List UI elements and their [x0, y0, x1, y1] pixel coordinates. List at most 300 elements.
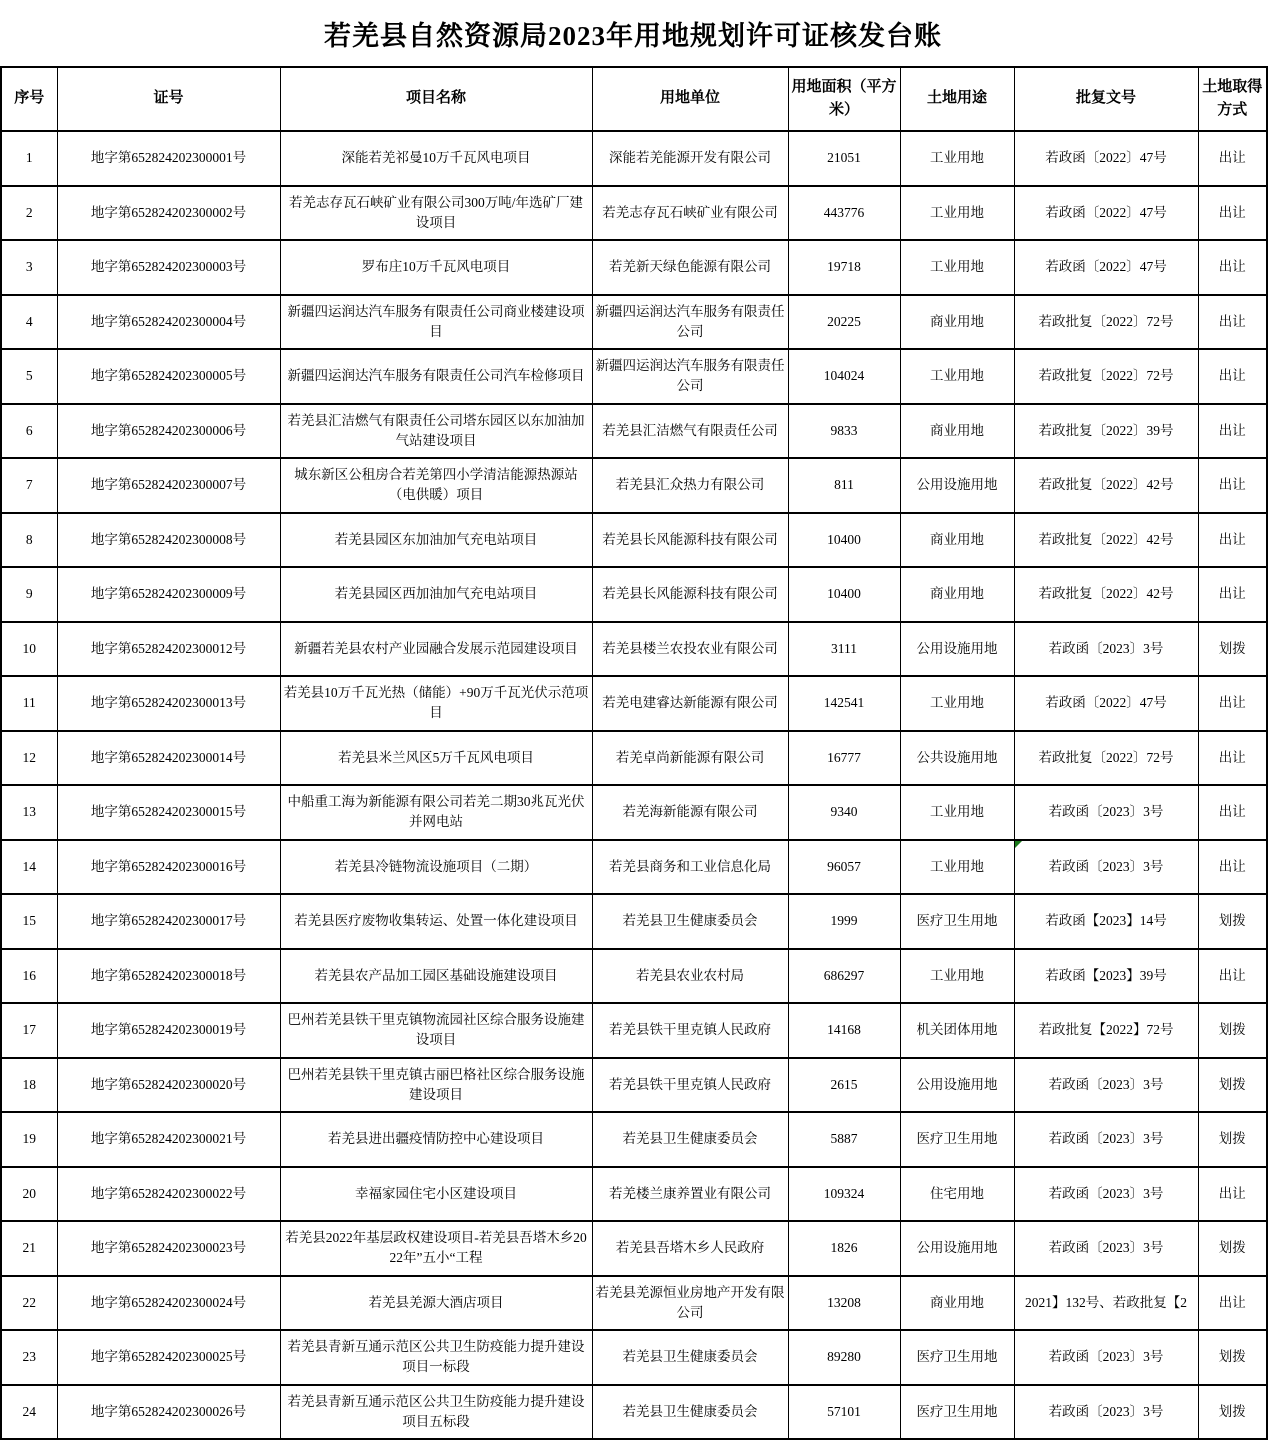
cell-area [788, 622, 900, 677]
cell-approval [1014, 676, 1198, 731]
cell-approval [1014, 1112, 1198, 1167]
col-header-label: 用地面积（平方米） [791, 78, 897, 118]
cell-text: 104024 [823, 368, 865, 384]
cell-text: 医疗卫生用地 [916, 913, 998, 929]
cell-text: 若羌楼兰康养置业有限公司 [609, 1185, 771, 1201]
cell-text: 地字第652824202300024号 [90, 1294, 247, 1310]
cell-area [788, 840, 900, 895]
cell-cert [57, 676, 280, 731]
cell-text: 13208 [827, 1294, 861, 1310]
table-row [1, 1058, 1267, 1113]
cell-area [788, 295, 900, 350]
cell-area [788, 1058, 900, 1113]
cell-method [1198, 731, 1267, 786]
cell-method [1198, 894, 1267, 949]
cell-no [1, 1221, 57, 1276]
cell-approval [1014, 1221, 1198, 1276]
cell-text: 10400 [827, 586, 861, 602]
cell-text: 商业用地 [930, 1294, 984, 1310]
cell-text: 新疆若羌县农村产业园融合发展示范园建设项目 [294, 640, 578, 656]
cell-text: 若政函〔2023〕3号 [1048, 1076, 1164, 1092]
cell-text: 12 [22, 749, 36, 765]
cell-no [1, 349, 57, 404]
cell-text: 划拨 [1218, 913, 1246, 929]
cell-text: 若羌县长风能源科技有限公司 [602, 531, 778, 547]
cell-cert [57, 186, 280, 241]
cell-text: 若政函〔2023〕3号 [1048, 858, 1164, 874]
cell-text: 若羌县铁干里克镇人民政府 [609, 1022, 771, 1038]
cell-approval [1014, 622, 1198, 677]
cell-text: 医疗卫生用地 [916, 1349, 998, 1365]
cell-text: 工业用地 [930, 858, 984, 874]
cell-use [900, 1003, 1014, 1058]
cell-text: 686297 [823, 967, 865, 983]
cell-method [1198, 349, 1267, 404]
cell-text: 出让 [1218, 477, 1246, 493]
cell-text: 若羌县医疗废物收集转运、处置一体化建设项目 [294, 913, 578, 929]
cell-approval [1014, 840, 1198, 895]
cell-text: 地字第652824202300018号 [90, 967, 247, 983]
cell-cert [57, 458, 280, 513]
cell-cert [57, 1058, 280, 1113]
cell-text: 8 [25, 531, 33, 547]
cell-no [1, 295, 57, 350]
cell-text: 若政函〔2023〕3号 [1048, 1403, 1164, 1419]
cell-text: 地字第652824202300009号 [90, 586, 247, 602]
cell-text: 若羌县铁干里克镇人民政府 [609, 1076, 771, 1092]
cell-cert [57, 1385, 280, 1440]
cell-text: 地字第652824202300002号 [90, 204, 247, 220]
cell-text: 9 [25, 586, 33, 602]
cell-text: 2021】132号、若政批复【2 [1025, 1294, 1187, 1310]
cell-text: 出让 [1218, 422, 1246, 438]
cell-cert [57, 1003, 280, 1058]
cell-text: 出让 [1218, 1294, 1246, 1310]
cell-area [788, 1385, 900, 1440]
cell-use [900, 731, 1014, 786]
cell-text: 21051 [827, 150, 861, 166]
cell-text: 14168 [827, 1022, 861, 1038]
table-row [1, 785, 1267, 840]
cell-no [1, 949, 57, 1004]
cell-text: 公用设施用地 [916, 1240, 998, 1256]
cell-text: 工业用地 [930, 150, 984, 166]
cell-project [280, 1276, 592, 1331]
cell-method [1198, 567, 1267, 622]
cell-approval [1014, 458, 1198, 513]
cell-no [1, 622, 57, 677]
cell-text: 若政函【2023】39号 [1045, 967, 1167, 983]
table-row [1, 1112, 1267, 1167]
cell-cert [57, 840, 280, 895]
cell-text: 7 [25, 477, 33, 493]
table-row [1, 349, 1267, 404]
cell-text: 出让 [1218, 804, 1246, 820]
cell-text: 若羌县农产品加工园区基础设施建设项目 [314, 967, 558, 983]
cell-no [1, 567, 57, 622]
cell-text: 划拨 [1218, 1131, 1246, 1147]
cell-cert [57, 240, 280, 295]
cell-text: 划拨 [1218, 1240, 1246, 1256]
cell-method [1198, 1221, 1267, 1276]
cell-text: 22 [22, 1294, 36, 1310]
cell-text: 新疆四运润达汽车服务有限责任公司 [595, 303, 785, 339]
cell-use [900, 1221, 1014, 1276]
cell-method [1198, 295, 1267, 350]
cell-text: 若政批复〔2022〕42号 [1038, 531, 1174, 547]
cell-text: 地字第652824202300008号 [90, 531, 247, 547]
table-row [1, 567, 1267, 622]
cell-text: 若羌县青新互通示范区公共卫生防疫能力提升建设项目一标段 [287, 1339, 585, 1375]
cell-text: 地字第652824202300023号 [90, 1240, 247, 1256]
cell-text: 14 [22, 858, 36, 874]
cell-project [280, 131, 592, 186]
cell-text: 住宅用地 [930, 1185, 984, 1201]
cell-text: 出让 [1218, 858, 1246, 874]
cell-method [1198, 458, 1267, 513]
cell-text: 地字第652824202300003号 [90, 259, 247, 275]
cell-cert [57, 1276, 280, 1331]
cell-unit [592, 731, 788, 786]
cell-project [280, 295, 592, 350]
cell-text: 地字第652824202300004号 [90, 313, 247, 329]
cell-area [788, 1221, 900, 1276]
cell-unit [592, 1167, 788, 1222]
cell-unit [592, 676, 788, 731]
col-header-label: 批复文号 [1075, 90, 1136, 107]
cell-text: 若羌县10万千瓦光热（储能）+90万千瓦光伏示范项目 [283, 685, 589, 721]
cell-cert [57, 785, 280, 840]
cell-text: 出让 [1218, 967, 1246, 983]
cell-approval [1014, 186, 1198, 241]
cell-text: 1 [25, 150, 33, 166]
cell-project [280, 840, 592, 895]
cell-area [788, 1112, 900, 1167]
cell-approval [1014, 1058, 1198, 1113]
cell-text: 新疆四运润达汽车服务有限责任公司汽车检修项目 [287, 368, 585, 384]
cell-text: 24 [22, 1403, 36, 1419]
cell-approval [1014, 1385, 1198, 1440]
cell-cert [57, 949, 280, 1004]
cell-cert [57, 1112, 280, 1167]
cell-use [900, 295, 1014, 350]
cell-text: 15 [22, 913, 36, 929]
cell-project [280, 513, 592, 568]
cell-cert [57, 404, 280, 459]
cell-method [1198, 186, 1267, 241]
cell-text: 若羌县卫生健康委员会 [622, 1349, 758, 1365]
cell-no [1, 1112, 57, 1167]
cell-project [280, 785, 592, 840]
cell-text: 工业用地 [930, 368, 984, 384]
cell-text: 出让 [1218, 749, 1246, 765]
cell-text: 19718 [827, 259, 861, 275]
cell-text: 工业用地 [930, 695, 984, 711]
cell-text: 工业用地 [930, 804, 984, 820]
cell-text: 若羌卓尚新能源有限公司 [615, 749, 765, 765]
cell-project [280, 894, 592, 949]
cell-text: 13 [22, 804, 36, 820]
cell-cert [57, 567, 280, 622]
cell-area [788, 240, 900, 295]
cell-area [788, 1003, 900, 1058]
cell-approval [1014, 349, 1198, 404]
cell-text: 工业用地 [930, 967, 984, 983]
cell-text: 若羌县长风能源科技有限公司 [602, 586, 778, 602]
cell-project [280, 1058, 592, 1113]
cell-text: 若羌志存瓦石峡矿业有限公司 [602, 204, 778, 220]
cell-text: 出让 [1218, 313, 1246, 329]
cell-area [788, 949, 900, 1004]
cell-approval [1014, 240, 1198, 295]
cell-text: 地字第652824202300015号 [90, 804, 247, 820]
cell-unit [592, 1058, 788, 1113]
cell-project [280, 731, 592, 786]
cell-text: 公用设施用地 [916, 477, 998, 493]
cell-use [900, 622, 1014, 677]
cell-unit [592, 295, 788, 350]
cell-text: 若政函〔2023〕3号 [1048, 1131, 1164, 1147]
cell-use [900, 840, 1014, 895]
cell-text: 若政批复【2022】72号 [1038, 1022, 1174, 1038]
cell-text: 公共设施用地 [916, 749, 998, 765]
cell-text: 若羌县汇众热力有限公司 [615, 477, 765, 493]
cell-approval [1014, 131, 1198, 186]
cell-text: 21 [22, 1240, 36, 1256]
cell-approval [1014, 567, 1198, 622]
cell-text: 17 [22, 1022, 36, 1038]
cell-text: 出让 [1218, 204, 1246, 220]
cell-text: 2615 [830, 1076, 858, 1092]
cell-project [280, 622, 592, 677]
cell-text: 2 [25, 204, 33, 220]
cell-text: 地字第652824202300014号 [90, 749, 247, 765]
cell-no [1, 1276, 57, 1331]
cell-text: 若政批复〔2022〕72号 [1038, 749, 1174, 765]
cell-text: 89280 [827, 1349, 861, 1365]
cell-no [1, 894, 57, 949]
cell-approval [1014, 731, 1198, 786]
cell-text: 巴州若羌县铁干里克镇古丽巴格社区综合服务设施建设项目 [287, 1066, 585, 1102]
cell-area [788, 785, 900, 840]
cell-project [280, 458, 592, 513]
cell-comment-marker-icon [1015, 841, 1022, 848]
cell-text: 地字第652824202300019号 [90, 1022, 247, 1038]
cell-no [1, 731, 57, 786]
cell-text: 443776 [823, 204, 865, 220]
cell-text: 若羌县商务和工业信息化局 [609, 858, 771, 874]
cell-area [788, 131, 900, 186]
cell-text: 9833 [830, 422, 858, 438]
cell-method [1198, 676, 1267, 731]
cell-project [280, 1112, 592, 1167]
cell-text: 若羌县楼兰农投农业有限公司 [602, 640, 778, 656]
cell-text: 若政函〔2022〕47号 [1045, 259, 1167, 275]
cell-text: 地字第652824202300017号 [90, 913, 247, 929]
cell-text: 医疗卫生用地 [916, 1131, 998, 1147]
cell-unit [592, 1003, 788, 1058]
cell-text: 出让 [1218, 1185, 1246, 1201]
col-header-cert-no [57, 67, 280, 131]
cell-text: 出让 [1218, 150, 1246, 166]
cell-text: 中船重工海为新能源有限公司若羌二期30兆瓦光伏并网电站 [287, 794, 585, 830]
cell-text: 若羌志存瓦石峡矿业有限公司300万吨/年选矿厂建设项目 [288, 194, 583, 230]
cell-project [280, 1221, 592, 1276]
cell-text: 商业用地 [930, 422, 984, 438]
cell-unit [592, 1330, 788, 1385]
cell-no [1, 513, 57, 568]
cell-no [1, 1058, 57, 1113]
cell-area [788, 349, 900, 404]
cell-text: 出让 [1218, 259, 1246, 275]
cell-unit [592, 894, 788, 949]
cell-method [1198, 131, 1267, 186]
cell-use [900, 1330, 1014, 1385]
cell-approval [1014, 295, 1198, 350]
col-header-land-use [900, 67, 1014, 131]
cell-text: 6 [25, 422, 33, 438]
cell-unit [592, 513, 788, 568]
cell-text: 若政批复〔2022〕42号 [1038, 586, 1174, 602]
col-header-acquisition-method [1198, 67, 1267, 131]
cell-project [280, 1003, 592, 1058]
cell-text: 地字第652824202300001号 [90, 150, 247, 166]
cell-text: 地字第652824202300005号 [90, 368, 247, 384]
cell-method [1198, 949, 1267, 1004]
cell-text: 若政函〔2023〕3号 [1048, 1349, 1164, 1365]
cell-use [900, 949, 1014, 1004]
cell-text: 若羌海新能源有限公司 [622, 804, 758, 820]
cell-unit [592, 349, 788, 404]
col-header-project-name [280, 67, 592, 131]
cell-method [1198, 840, 1267, 895]
cell-area [788, 404, 900, 459]
cell-text: 若羌新天绿色能源有限公司 [609, 259, 771, 275]
cell-method [1198, 240, 1267, 295]
cell-text: 若羌县卫生健康委员会 [622, 913, 758, 929]
cell-cert [57, 131, 280, 186]
cell-cert [57, 622, 280, 677]
cell-text: 罗布庄10万千瓦风电项目 [361, 259, 511, 275]
cell-project [280, 240, 592, 295]
table-row [1, 894, 1267, 949]
cell-project [280, 349, 592, 404]
cell-area [788, 1330, 900, 1385]
cell-text: 4 [25, 313, 33, 329]
table-row [1, 1276, 1267, 1331]
cell-text: 若政函〔2023〕3号 [1048, 640, 1164, 656]
cell-text: 若政函〔2022〕47号 [1045, 695, 1167, 711]
cell-use [900, 240, 1014, 295]
cell-text: 划拨 [1218, 1349, 1246, 1365]
cell-text: 若羌县羌源大酒店项目 [368, 1294, 504, 1310]
cell-text: 出让 [1218, 695, 1246, 711]
cell-text: 若羌县园区东加油加气充电站项目 [334, 531, 538, 547]
table-row [1, 1385, 1267, 1440]
cell-no [1, 1330, 57, 1385]
cell-no [1, 131, 57, 186]
cell-text: 商业用地 [930, 313, 984, 329]
cell-no [1, 785, 57, 840]
cell-area [788, 1276, 900, 1331]
col-header-label: 项目名称 [405, 90, 466, 107]
table-row [1, 840, 1267, 895]
cell-unit [592, 1221, 788, 1276]
cell-method [1198, 1330, 1267, 1385]
table-row [1, 622, 1267, 677]
cell-text: 地字第652824202300013号 [90, 695, 247, 711]
cell-area [788, 731, 900, 786]
cell-method [1198, 622, 1267, 677]
cell-text: 地字第652824202300012号 [90, 640, 247, 656]
table-body [1, 131, 1267, 1439]
ledger-table [0, 66, 1268, 1440]
cell-text: 划拨 [1218, 1403, 1246, 1419]
cell-text: 9340 [830, 804, 858, 820]
cell-use [900, 513, 1014, 568]
col-header-label: 用地单位 [659, 90, 720, 107]
cell-cert [57, 1330, 280, 1385]
table-row [1, 1330, 1267, 1385]
cell-text: 深能若羌能源开发有限公司 [609, 150, 771, 166]
cell-method [1198, 1112, 1267, 1167]
cell-unit [592, 404, 788, 459]
cell-no [1, 1003, 57, 1058]
cell-approval [1014, 513, 1198, 568]
cell-project [280, 567, 592, 622]
cell-approval [1014, 404, 1198, 459]
table-row [1, 131, 1267, 186]
cell-text: 若羌县2022年基层政权建设项目-若羌县吾塔木乡2022年”五小“工程 [285, 1230, 587, 1266]
cell-text: 19 [22, 1131, 36, 1147]
cell-use [900, 186, 1014, 241]
cell-area [788, 513, 900, 568]
cell-use [900, 676, 1014, 731]
cell-use [900, 1385, 1014, 1440]
cell-text: 出让 [1218, 368, 1246, 384]
cell-text: 20225 [827, 313, 861, 329]
cell-cert [57, 1221, 280, 1276]
cell-text: 10 [22, 640, 36, 656]
table-row [1, 676, 1267, 731]
cell-text: 若政函〔2023〕3号 [1048, 1240, 1164, 1256]
col-header-label: 土地用途 [926, 90, 987, 107]
cell-text: 18 [22, 1076, 36, 1092]
cell-text: 工业用地 [930, 259, 984, 275]
cell-text: 若羌县农业农村局 [636, 967, 744, 983]
cell-text: 3 [25, 259, 33, 275]
cell-no [1, 676, 57, 731]
cell-text: 地字第652824202300022号 [90, 1185, 247, 1201]
cell-no [1, 1167, 57, 1222]
cell-text: 出让 [1218, 586, 1246, 602]
cell-use [900, 1112, 1014, 1167]
cell-text: 57101 [827, 1403, 861, 1419]
table-row [1, 458, 1267, 513]
cell-text: 商业用地 [930, 531, 984, 547]
cell-use [900, 894, 1014, 949]
cell-area [788, 1167, 900, 1222]
cell-method [1198, 1385, 1267, 1440]
cell-text: 若政函〔2023〕3号 [1048, 1185, 1164, 1201]
cell-project [280, 404, 592, 459]
cell-approval [1014, 785, 1198, 840]
cell-project [280, 1167, 592, 1222]
cell-text: 地字第652824202300007号 [90, 477, 247, 493]
cell-text: 公用设施用地 [916, 640, 998, 656]
cell-text: 若羌县米兰风区5万千瓦风电项目 [338, 749, 534, 765]
cell-text: 10400 [827, 531, 861, 547]
